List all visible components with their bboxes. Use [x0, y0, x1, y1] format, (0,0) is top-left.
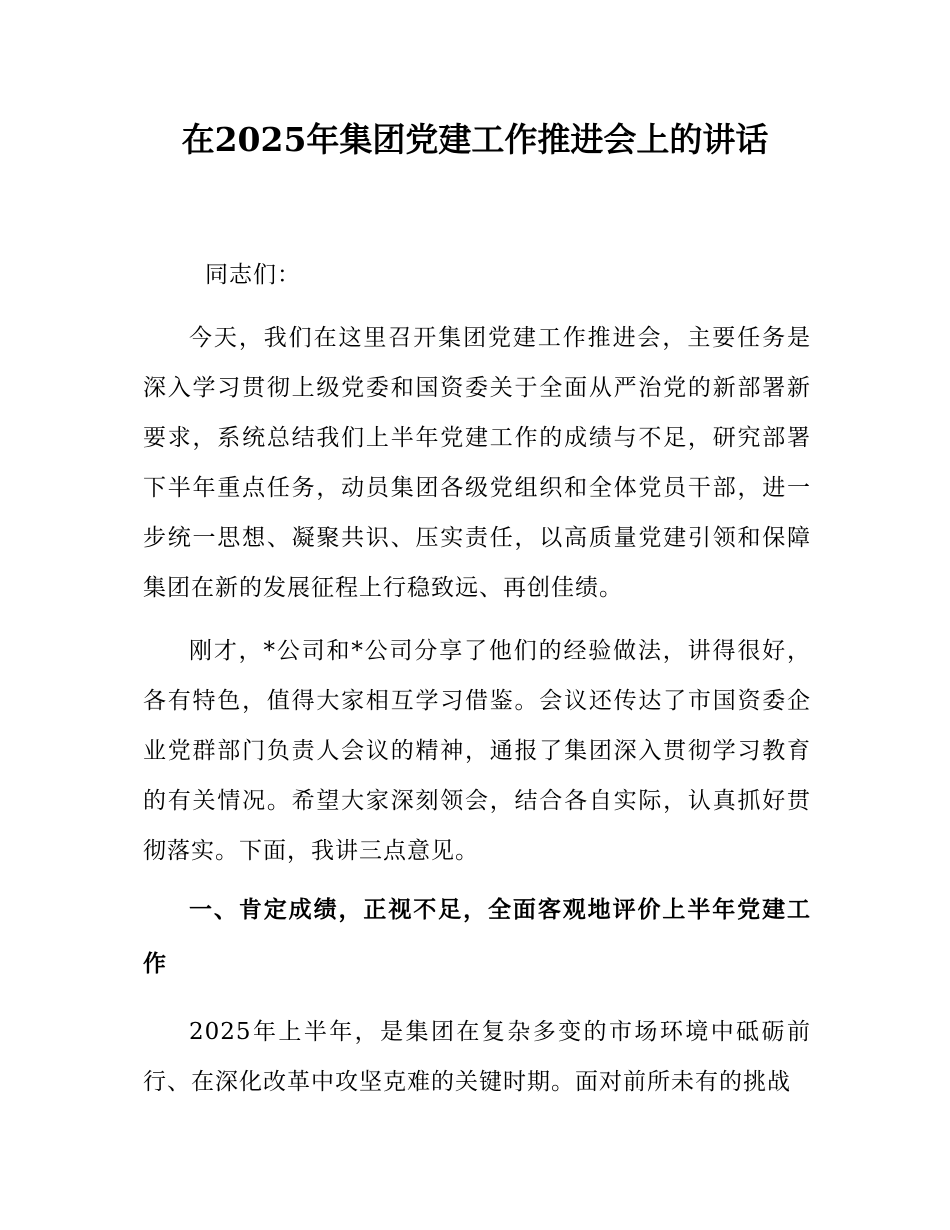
paragraph-section-1: 2025年上半年，是集团在复杂多变的市场环境中砥砺前行、在深化改革中攻坚克难的关键时期。面对前所未有的挑战	[143, 1019, 811, 1095]
salutation: 同志们：	[205, 262, 301, 288]
section-heading-1: 一、肯定成绩，正视不足，全面客观地评价上半年党建工作	[143, 897, 811, 977]
paragraph-review: 刚才，*公司和*公司分享了他们的经验做法，讲得很好，各有特色，值得大家相互学习借鉴。会议还传达了市国资委企业党群部门负责人会议的精神，通报了集团深入贯彻学习教育的有关情况。希望大家深刻领会，结合各自实际，认真抓好贯彻落实。下面，我讲三点意见。	[143, 638, 811, 864]
document-title: 在2025年集团党建工作推进会上的讲话	[181, 120, 769, 159]
paragraph-intro: 今天，我们在这里召开集团党建工作推进会，主要任务是深入学习贯彻上级党委和国资委关于全面从严治党的新部署新要求，系统总结我们上半年党建工作的成绩与不足，研究部署下半年重点任务，动员集团各级党组织和全体党员干部，进一步统一思想、凝聚共识、压实责任，以高质量党建引领和保障集团在新的发展征程上行稳致远、再创佳绩。	[143, 325, 811, 601]
